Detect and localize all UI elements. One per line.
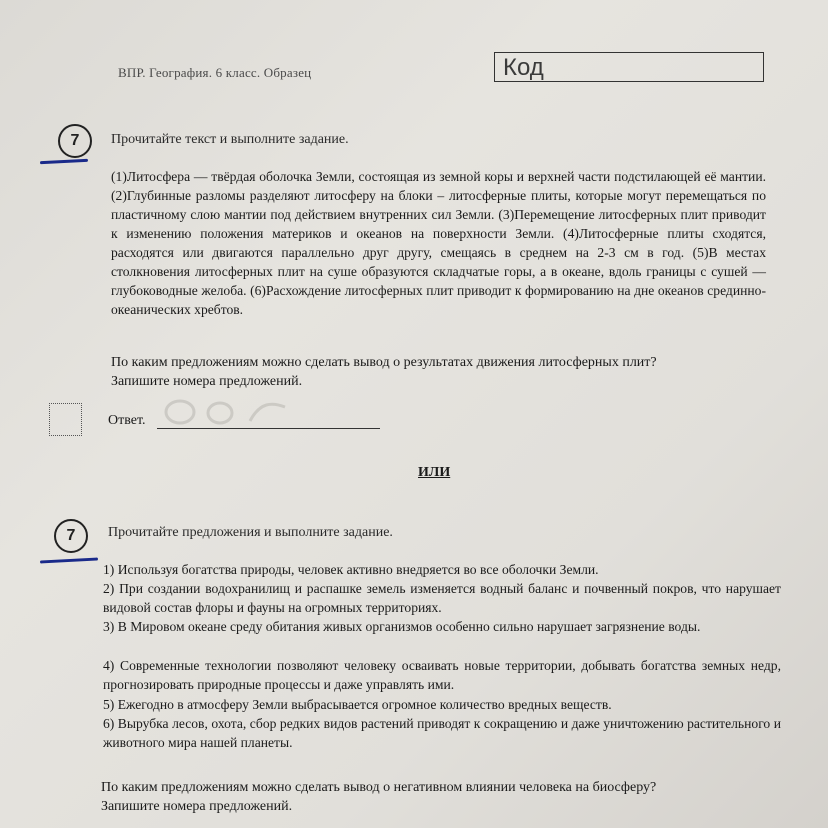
or-separator: ИЛИ [418, 465, 451, 480]
code-box [494, 52, 764, 82]
answer-line[interactable] [157, 428, 380, 429]
list-item: 3) В Мировом океане среду обитания живых организмов особенно сильно нарушает загрязнение воды. [103, 619, 701, 634]
task-number-2: 7 [54, 519, 88, 553]
list-item: 4) Современные технологии позволяют человеку осваивать новые территории, добывать богатства земных недр, прогнозировать природные процессы и даже управлять ими. [103, 658, 781, 692]
task1-question-line1: По каким предложениям можно сделать вывод о результатах движения литосферных плит? [111, 355, 657, 370]
answer-label: Ответ. [108, 413, 146, 428]
task1-text: (1)Литосфера — твёрдая оболочка Земли, состоящая из земной коры и верхней части подстилающей её мантии. (2)Глубинные разломы разделяют литосферу на блоки – литосферные плиты, которые могут перемещаться по пластичному слою мантии под действием внутренних сил Земли. (3)Перемещение литосферных плит приводит к изменению положения материков и океанов на поверхности Земли. (4)Литосферные плиты сходятся, расходятся или двигаются параллельно друг другу, смещаясь в среднем на 2-3 см в год. (5)В местах столкновения литосферных плит на суше образуются складчатые горы, а в океане, вдоль границы с сушей — глубоководные желоба. (6)Расхождение литосферных плит приводит к формированию на дне океанов срединно-океанических хребтов. [111, 169, 766, 317]
task2-question-line1: По каким предложениям можно сделать вывод о негативном влиянии человека на биосферу? [101, 780, 657, 795]
pen-underline-2 [40, 557, 98, 563]
task2-question-line2: Запишите номера предложений. [101, 799, 293, 814]
pen-underline-1 [40, 159, 88, 165]
task-number-1: 7 [58, 124, 92, 158]
list-item: 6) Вырубка лесов, охота, сбор редких видов растений приводят к сокращению и даже уничтожению растительного и животного мира нашей планеты. [103, 716, 781, 750]
list-item: 2) При создании водохранилищ и распашке земель изменяется водный баланс и почвенный покров, что нарушает видовой состав флоры и фауны на огромных территориях. [103, 581, 781, 615]
task1-question-line2: Запишите номера предложений. [111, 374, 303, 389]
list-item: 1) Используя богатства природы, человек активно внедряется во все оболочки Земли. [103, 562, 599, 577]
code-label: Код [503, 54, 544, 81]
task1-instruction: Прочитайте текст и выполните задание. [111, 132, 349, 147]
task2-instruction: Прочитайте предложения и выполните задание. [108, 525, 393, 540]
list-item: 5) Ежегодно в атмосферу Земли выбрасывается огромное количество вредных веществ. [103, 697, 612, 712]
erased-answer-marks [160, 397, 290, 427]
page-header-title: ВПР. География. 6 класс. Образец [118, 65, 312, 80]
answer-score-box [49, 403, 82, 436]
